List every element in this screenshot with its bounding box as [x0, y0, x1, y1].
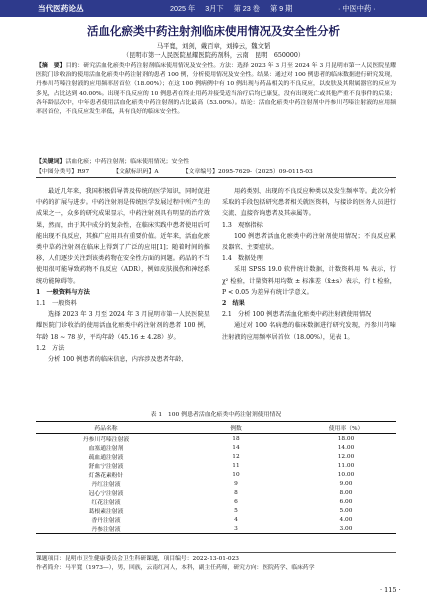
count-cell: 4 — [234, 516, 238, 523]
general-data-paragraph: 选择 2023 年 3 月至 2024 年 3 月昆明市第一人民医院星耀医院门诊收治的使用活血化瘀类中药注射剂的患者 100 例，年龄 18 ~ 78 岁，平均年龄（45.16 ± 4.28）岁。 — [36, 311, 210, 341]
rate-cell: 6.00 — [339, 498, 353, 505]
count-cell: 9 — [234, 480, 238, 487]
rate-cell: 18.00 — [337, 435, 355, 442]
funding-note: 课题项目：昆明市卫生健康委员会卫生科研课题，项目编号：2022-13-01-023 — [36, 556, 239, 562]
affiliation: （昆明市第一人民医院星耀医院药剂科，云南 昆明 650000） — [122, 52, 305, 59]
subsection-heading: 1.3 观察指标 — [222, 221, 263, 229]
table-row — [36, 479, 396, 488]
count-cell: 18 — [232, 435, 240, 442]
article-number: 【文章编号】2095-7629-（2025）09-0115-03 — [182, 169, 313, 175]
results-paragraph: 通过对 100 名病患的临床数据进行研究发现，丹参川芎嗪注射液的应用频率居首位（18.00%），见表 1。 — [222, 322, 396, 341]
table-row — [36, 443, 396, 452]
subsection-heading: 1.2 方法 — [36, 344, 65, 352]
doc-code: 【文献标识码】A — [113, 169, 159, 175]
table-header-row — [36, 422, 396, 434]
count-cell: 12 — [232, 453, 240, 460]
table-row — [36, 461, 396, 470]
count-cell: 11 — [232, 462, 240, 469]
subsection-heading: 1.1 一般资料 — [36, 300, 77, 308]
table-row — [36, 524, 396, 534]
keywords-tag: 【关键词】 — [36, 158, 66, 165]
author-bio: 作者简介：马平寬（1973—），男，回族，云南红河人，本科，副主任药师，研究方向：医院药学、临床药学 — [36, 565, 315, 571]
header-cell: 药品名称 — [36, 422, 176, 434]
column-tag: · 中医中药 · — [338, 3, 376, 13]
statistics-paragraph: 采用 SPSS 19.0 软件统计数据，计数资料用 % 表示，行 χ² 检验，计量资料用均数 ± 标准差（x̄±s）表示，行 t 检验，P < 0.05 为差异有统计学意义。 — [222, 266, 396, 296]
issue-volume: 第 23 卷 — [233, 3, 260, 13]
divider — [36, 177, 396, 178]
table-row — [36, 488, 396, 497]
table-row — [36, 452, 396, 461]
drug-name-cell: 香丹注射液 — [91, 518, 121, 524]
drug-name-cell: 丹参川芎嗪注射液 — [82, 437, 130, 443]
paper-title: 活血化瘀类中药注射剂临床使用情况及安全性分析 — [87, 24, 340, 38]
journal-name: 当代医药论丛 — [38, 4, 84, 13]
drug-name-cell: 红花注射液 — [91, 500, 121, 506]
issue-info — [170, 4, 300, 14]
count-cell: 5 — [234, 507, 238, 514]
usage-table — [36, 421, 396, 534]
rate-cell: 11.00 — [337, 462, 355, 469]
count-cell: 6 — [234, 498, 238, 505]
abstract-tag: 【摘 要】 — [36, 62, 66, 69]
table-caption: 表 1 100 例患者活血化瘀类中药注射剂使用情况 — [150, 412, 282, 418]
rate-cell: 3.00 — [296, 524, 396, 534]
subsection-heading: 2.1 分析 100 例患者活血化瘀类中药注射液使用情况 — [222, 311, 372, 319]
usage-table-block — [36, 409, 396, 534]
method-paragraph: 分析 100 例患者的临床信息，内容涉及患者年龄、 — [48, 356, 188, 364]
issue-year: 2025 年 — [170, 3, 196, 13]
count-cell: 14 — [232, 444, 240, 451]
method-paragraph-cont: 用药类别、出现的不良反应种类以及发生频率等。此次分析采取的手段包括研究患者相关就医资料，与接诊的医务人员进行交流、直接咨询患者及其亲属等。 — [222, 188, 396, 218]
drug-name-cell: 舒血宁注射液 — [88, 464, 124, 470]
drug-name-cell: 血塞通注射剂 — [88, 446, 124, 452]
count-cell: 3 — [176, 524, 296, 534]
drug-name-cell: 葛根素注射液 — [88, 509, 124, 515]
drug-name-cell: 丹红注射液 — [91, 482, 121, 488]
rate-cell: 10.00 — [337, 471, 355, 478]
rate-cell: 8.00 — [339, 489, 353, 496]
header-cell: 使用率（%） — [296, 422, 396, 434]
intro-paragraph: 最近几年来，我国积极倡导普及传统的医学知识，同时促进中药的扩展与进步。中药注射剂是传统医学发展过程中所产生的成果之一，众多的研究成果显示，中药注射剂具有明显的治疗效果，然而，由于其中成分的复杂性，在临床实践中患者使用后可能出现不良反应，其推广应用具有重要价值。近年来，活血化瘀类中草药注射剂在临床上得到了广泛的应用[1]；随着时间的推移，人们逐步关注到该类药物在安全性方面的问题。药品的不当使用很可能导致药物不良反应（ADR），例如皮肤损伤和神经系统功能障碍等。 — [36, 188, 210, 285]
table-row — [36, 506, 396, 515]
drug-name-cell: 疏血通注射液 — [88, 455, 124, 461]
indicator-paragraph: 100 例患者活血化瘀类中药注射剂使用情况；不良反应累及器官、主要症状。 — [222, 232, 396, 252]
rate-cell: 5.00 — [339, 507, 353, 514]
rate-cell: 4.00 — [339, 516, 353, 523]
right-column — [222, 186, 396, 343]
abstract — [36, 61, 396, 117]
table-row — [36, 497, 396, 506]
drug-name-cell: 灯盏花素粉针 — [88, 473, 124, 479]
left-column — [36, 186, 210, 365]
journal-header — [0, 0, 427, 17]
count-cell: 8 — [234, 489, 238, 496]
count-cell: 10 — [232, 471, 240, 478]
keywords-text: 活血化瘀；中药注射剂；临床使用情况；安全性 — [65, 159, 190, 165]
section-heading: 1 一般资料与方法 — [36, 288, 90, 296]
rate-cell: 12.00 — [337, 453, 355, 460]
drug-name-cell: 冠心宁注射液 — [88, 491, 124, 497]
page-number: · 115 · — [380, 586, 401, 594]
keywords — [36, 156, 396, 165]
issue-month: 3月下 — [205, 3, 224, 13]
drug-name-cell: 丹参注射液 — [36, 524, 176, 534]
subsection-heading: 1.4 数据处理 — [222, 255, 263, 263]
rate-cell: 9.00 — [339, 480, 353, 487]
section-heading: 2 结果 — [222, 300, 245, 308]
table-row — [36, 434, 396, 444]
rate-cell: 14.00 — [337, 444, 355, 451]
table-row — [36, 470, 396, 479]
clc-number: 【中图分类号】R97 — [36, 169, 90, 175]
issue-number: 第 9 期 — [269, 3, 293, 13]
classification-row — [36, 166, 396, 175]
header-cell: 例数 — [176, 422, 296, 434]
abstract-text: 目的：研究活血化瘀类中药注射剂临床使用情况及安全性。方法：选择 2023 年 3 月至 2024 年 3 月昆明市第一人民医院星耀医院门诊收治的使用活血化瘀类中药注射剂的患者 100 例，分析使用情况及安全性。结果：通过对 100 例患者的临床数据进行研究发现，丹参川芎嗪注射液的应用频率居首位（18.00%）；在这 100 例病例中有 10 例出现与药品相关的不良反应，以皮肤及其附属器官的反应为多见，占比达到 40.00%。出现不良反应的 10 例患者在终止用药并接受适当治疗后均已康复，没有出现死亡或其他严重不良事件的后果；各年龄层次中，中年患者使用活血化瘀类中药注射剂的占比最高（53.00%）。结论：活血化瘀类中药注射剂中丹参川芎嗪注射液的应用频率居首位，不良反应发生率低，具有良好的临床安全性。 — [36, 63, 396, 116]
footnote — [36, 552, 396, 573]
author-list: 马平寬，刘剑，戴百章，刘捧云，魏文韬 — [156, 43, 271, 50]
table-row — [36, 515, 396, 524]
